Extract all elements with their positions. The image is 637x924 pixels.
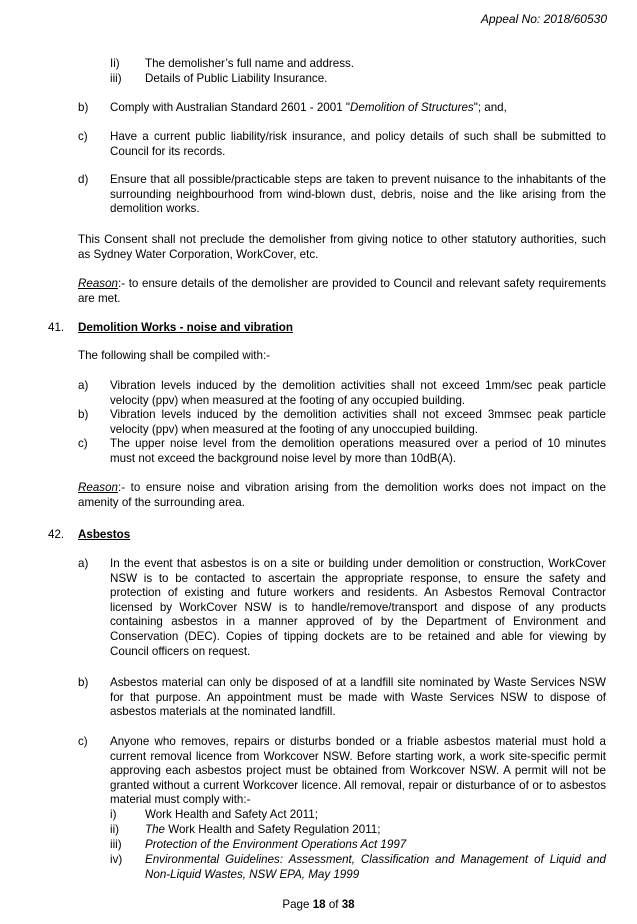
item-text: Vibration levels induced by the demolition activities shall not exceed 3mmsec peak particle velocity (ppv) when measured at the footing of any unoccupied building. [110,408,606,436]
item-label: b) [78,676,89,689]
section-number: 41. [48,321,65,334]
section-heading: Asbestos [78,528,131,541]
section-number: 42. [48,528,65,541]
item-label-b: b) [78,101,89,114]
item-text: Vibration levels induced by the demolition activities shall not exceed 1mm/sec peak particle velocity (ppv) when measured at the footing of any occupied building. [110,379,606,407]
list-label: iii) [110,72,122,85]
list-label: Ii) [110,57,120,70]
item-text: Asbestos material can only be disposed of at a landfill site nominated by Waste Services NSW for that purpose. An appointment must be made with Waste Services NSW to dispose of asbestos materials at the nominated landfill. [110,676,606,719]
item-text-c: Have a current public liability/risk insurance, and policy details of such shall be submitted to Council for its records. [110,130,606,158]
sublist-label: iv) [110,853,123,866]
sublist-label: iii) [110,838,122,851]
section-heading: Demolition Works - noise and vibration [78,321,293,334]
appeal-number: Appeal No: 2018/60530 [480,12,607,26]
section-intro: The following shall be compiled with:- [78,349,271,362]
item-label: c) [78,735,88,748]
page-footer: Page 18 of 38 [282,898,355,911]
reason-paragraph: Reason:- to ensure noise and vibration arising from the demolition works does not impact on the amenity of the surrounding area. [78,481,606,509]
sublist-label: i) [110,808,117,821]
sublist-text: Environmental Guidelines: Assessment, Classification and Management of Liquid and Non-Liquid Wastes, NSW EPA, May 1999 [145,853,606,881]
reason-paragraph: Reason:- to ensure details of the demolisher are provided to Council and relevant safety requirements are met. [78,277,606,305]
list-item-text: Details of Public Liability Insurance. [145,72,328,85]
consent-paragraph: This Consent shall not preclude the demolisher from giving notice to other statutory authorities, such as Sydney Water Corporation, WorkCover, etc. [78,233,606,261]
item-label: b) [78,408,89,421]
item-text-b: Comply with Australian Standard 2601 - 2001 "Demolition of Structures"; and, [110,101,507,114]
sublist-text: The Work Health and Safety Regulation 2011; [145,823,381,836]
item-label: c) [78,437,88,450]
sublist-text: Work Health and Safety Act 2011; [145,808,318,821]
item-text-d: Ensure that all possible/practicable steps are taken to prevent nuisance to the inhabitants of the surrounding neighbourhood from wind-blown dust, debris, noise and the like arising from the demolition works. [110,173,606,216]
item-label: a) [78,557,89,570]
sublist-text: Protection of the Environment Operations Act 1997 [145,838,407,851]
item-text: The upper noise level from the demolition operations measured over a period of 10 minutes must not exceed the background noise level by more than 10dB(A). [110,437,606,465]
item-label: a) [78,379,89,392]
sublist-label: ii) [110,823,120,836]
list-item-text: The demolisher’s full name and address. [145,57,355,70]
item-label-d: d) [78,173,89,186]
item-text: In the event that asbestos is on a site or building under demolition or construction, WorkCover NSW is to be contacted to ascertain the appropriate response, to ensure the safety and protection of existing and future workers and residents. An Asbestos Removal Contractor licensed by WorkCover NSW is to handle/remove/transport and dispose of any products containing asbestos in a manner approved of by the Department of Environment and Conservation (DEC). Copies of tipping dockets are to be retained and able for viewing by Council officers on request. [110,557,606,658]
item-label-c: c) [78,130,88,143]
item-text: Anyone who removes, repairs or disturbs bonded or a friable asbestos material must hold a current removal licence from Workcover NSW. Before starting work, a work site-specific permit approving each asbestos project must be obtained from Workcover NSW. A permit will not be granted without a current Workcover licence. All removal, repair or disturbance of or to asbestos material must comply with:- [110,735,606,807]
